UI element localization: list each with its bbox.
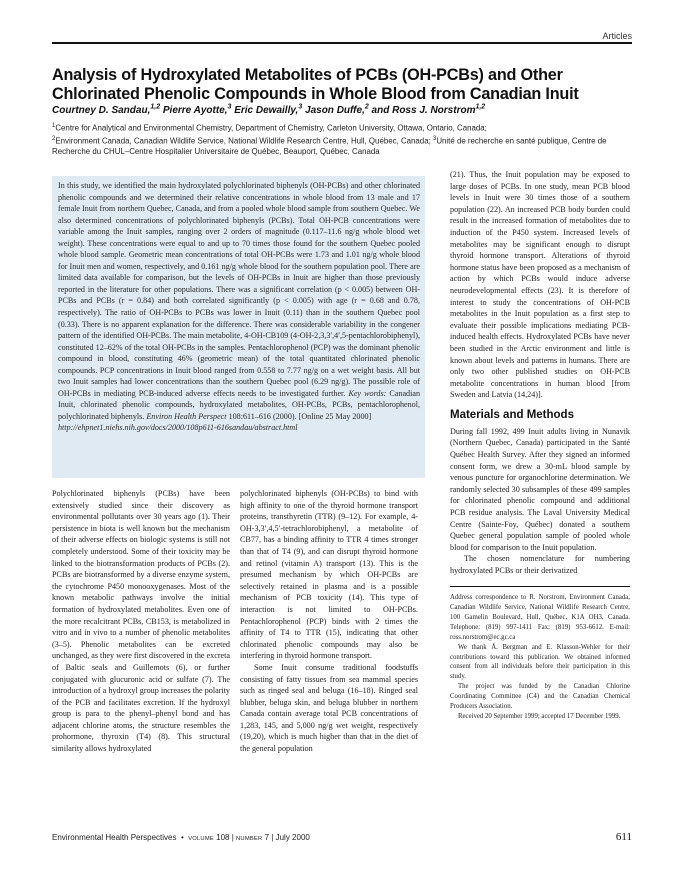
affiliation: Environment Canada, Canadian Wildlife Service, National Wildlife Research Centre, Hull, Québec, Canada;: [55, 136, 431, 146]
footnotes: [450, 593, 630, 722]
author: Courtney D. Sandau,$^{1,2}$: [52, 104, 161, 117]
body-column-right: [450, 169, 630, 722]
top-rule: [52, 42, 632, 44]
methods-paragraph: The chosen nomenclature for numbering hydroxylated PCBs or their derivatized: [450, 554, 630, 575]
keywords-label: Key words:: [348, 388, 387, 398]
page-footer: Environmental Health Perspectives • VOLUME 108 | NUMBER 7 | July 2000: [52, 833, 310, 842]
body-column-left: [52, 488, 230, 755]
footnote-thanks: We thank Å. Bergman and E. Klasson-Wehler for their contributions toward this publication. We obtained informed consent from all individuals before their participation in this study.: [450, 643, 630, 681]
affiliations: $^1$Centre for Analytical and Environmental Chemistry, Department of Chemistry, Carleton University, Ottawa, Ontario, Canada; $^2$Environment Canada, Canadian Wildlife Service, National Wildlife Research Centre, Hull, Québec, Canada; $^3$Unité de recherche en santé publique, Centre de Recherche du CHUL–Centre Hospitalier Universitaire de Québec, Beauport, Québec, Canada: [52, 123, 607, 157]
author: and Ross J. Norstrom$^{1,2}$: [371, 104, 486, 117]
journal-name: Environmental Health Perspectives: [52, 833, 177, 842]
abstract-box: [52, 176, 425, 478]
footnote-address: Address correspondence to R. Norstrom, Environment Canada, Canadian Wildlife Service, National Wildlife Research Centre, 100 Gamelin Boulevard, Hull, Québec, K1A OH3, Canada. Telephone: (819) 997-1411 Fax: (819) 953-6612. E-mail: ross.norstrom@ec.gc.ca: [450, 594, 630, 641]
section-label: Articles: [602, 31, 632, 41]
author: Pierre Ayotte,$^3$: [162, 104, 232, 117]
issue-number: 7: [264, 833, 270, 842]
intro-paragraph: polychlorinated biphenyls (OH-PCBs) to bind with high affinity to one of the thyroid hormone transport proteins, transthyretin (TTR) (9–12). For example, 4-OH-3,3′,4,5′-tetrachlorobiphenyl, a metabolite of CB77, has a binding affinity to TTR 4 times stronger than that of T4 (9), and can disrupt thyroid hormone and retinol (vitamin A) transport (13). This is the presumed mechanism by which OH-PCBs are selectively retained in plasma and is a possible mechanism of PCB toxicity (14). This type of interaction is not limited to OH-PCBs. Pentachlorophenol (PCP) binds with 2 times the affinity of T4 to TTR (15), indicating that other chlorinated phenolic compounds may also be interfering in thyroid hormone transport.: [240, 489, 418, 661]
citation-journal: Environ Health Perspect: [146, 411, 227, 421]
page-number: 611: [615, 831, 632, 843]
footnote-funding: The project was funded by the Canadian Chlorine Coordinating Committee (C4) and the Canadian Chemical Producers Association.: [450, 683, 630, 711]
bullet: •: [180, 833, 184, 842]
author-list: [52, 104, 632, 116]
issue-date: July 2000: [275, 833, 310, 842]
author: Eric Dewailly,$^3$: [234, 104, 303, 117]
body-column-middle: [240, 488, 418, 755]
affiliation: Centre for Analytical and Environmental Chemistry, Department of Chemistry, Carleton University, Ottawa, Ontario, Canada;: [55, 123, 487, 133]
article-title: Analysis of Hydroxylated Metabolites of PCBs (OH-PCBs) and Other Chlorinated Phenolic Compounds in Whole Blood from Canadian Inuit: [52, 66, 579, 103]
keywords: Canadian Inuit, chlorinated phenolic compounds, hydroxylated metabolites, OH-PCBs, PCBs, pentachlorophenol, polychlorinated biphenyls.: [58, 388, 420, 421]
author: Jason Duffe,$^2$: [305, 104, 369, 117]
abstract-url-link[interactable]: http://ehpnet1.niehs.nih.gov/docs/2000/108p611-616sandau/abstract.html: [58, 423, 298, 433]
citation: 108:611–616 (2000). [Online 25 May 2000]: [228, 411, 372, 421]
methods-paragraph: During fall 1992, 499 Inuit adults living in Nunavik (Northern Quebec, Canada) participated in the Santé Québec Health Survey. After they signed an informed consent form, we drew a 30-mL blood sample by venous puncture for organochlorine determination. We randomly selected 30 subsamples of these 499 samples for chlorinated phenolic compound and additional PCB residue analysis. The Laval University Medical Centre (Sainte-Foy, Québec) donated a southern Quebec general population sample of pooled whole blood for comparison to the Inuit population.: [450, 426, 630, 552]
section-heading-methods: Materials and Methods: [450, 408, 574, 421]
intro-paragraph: Polychlorinated biphenyls (PCBs) have been extensively studied since their discovery as environmental pollutants over 30 years ago (1). Their persistence in biota is well known but the mechanism of their adverse effects on biologic systems is still not completely understood. Some of their toxicity may be linked to the biotransformation products of PCBs (2). PCBs are biotransformed by a diverse enzyme system, the cytochrome P450 monooxygenases. Most of the known metabolic pathways involve the initial formation of hydroxylated metabolites. Even one of the more recalcitrant PCBs, CB153, is metabolized in vitro and in vivo to a number of phenolic metabolites (3–5). Phenolic metabolites can be excreted unchanged, as they were first discovered in the excreta of Baltic seals and Guillemots (6), or further conjugated with glucuronic acid or sulfate (7). The introduction of a hydroxyl group increases the polarity of the PCB and facilitates excretion. If the hydroxyl group is para to the phenyl–phenyl bond and has adjacent chlorine atoms, the structure resembles the prohormone, thyroxin (T4) (8). This structural similarity allows hydroxylated: [52, 489, 230, 754]
affiliation: Unité de recherche en santé publique, Centre de Recherche du CHUL–Centre Hospitalier Universitaire de Québec, Beauport, Québec, Canada: [52, 136, 607, 157]
intro-paragraph: Some Inuit consume traditional foodstuffs consisting of fatty tissues from sea mammal species such as ringed seal and beluga (16–18). Ringed seal blubber, beluga skin, and beluga blubber in northern Canada contain average total PCB concentrations of 1,283, 145, and 5,000 ng/g wet weight, respectively (19,20), which is much higher than that in the diet of the general population: [240, 662, 418, 754]
intro-paragraph: (21). Thus, the Inuit population may be exposed to large doses of PCBs. In one study, mean PCB blood levels in Inuit were 30 times those of a southern population (22). An increased PCB body burden could result in the increased formation of metabolites due to induction of the P450 system. Increased levels of metabolites may be significant enough to disrupt thyroid hormone transport. Alterations of thyroid hormone status have been proposed as a mechanism of action by which PCBs would induce adverse neurodevelopmental effects (23). It is therefore of interest to study the concentrations of OH-PCB metabolites in the Inuit population as a first step to evaluate their possible implications mediating PCB-induced health effects. Hydroxylated PCBs have never been studied in the Arctic environment and little is known about levels and patterns in humans. There are only two other published studies on OH-PCB metabolite concentrations in human blood [from Sweden and Latvia (14,24)].: [450, 170, 630, 400]
footnote-rule: [450, 586, 630, 588]
volume: 108: [216, 833, 230, 842]
abstract-text: In this study, we identified the main hydroxylated polychlorinated biphenyls (OH-PCBs) and other chlorinated phenolic compounds and we determined their relative concentrations in whole blood from 13 male and 17 female Inuit from northern Quebec, Canada, and from a pooled whole blood sample from southern Quebec. We also determined concentrations of polychlorinated biphenyls (PCBs). Total OH-PCB concentrations were variable among the Inuit samples, ranging over 2 orders of magnitude (0.117–11.6 ng/g whole blood wet weight). These concentrations were equal to and up to 70 times those found for the southern Quebec pooled whole blood sample. Geometric mean concentrations of total OH-PCBs were 1.73 and 1.01 ng/g whole blood for Inuit men and women, respectively, and 0.161 ng/g whole blood for the southern population pool. There are limited data available for comparison, but the levels of OH-PCBs in Inuit are higher than those previously reported in the literature for other populations. There was a significant correlation (p < 0.005) between OH-PCBs and PCBs (r = 0.84) and both correlated significantly (p < 0.005) with age (r = 0.68 and 0.78, respectively). The ratio of OH-PCBs to PCBs was lower in Inuit (0.11) than in the southern Quebec pool (0.33). There is no apparent explanation for the difference. There was considerable variability in the congener pattern of the identified OH-PCBs. The main metabolite, 4-OH-CB109 (4-OH-2,3,3′,4′,5-pentachlorobiphenyl), constituted 12–62% of the total OH-PCBs in the samples. Pentachlorophenol (PCP) was the dominant phenolic compound in blood, constituting 46% (geometric mean) of the total quantitated chlorinated phenolic compounds. PCP concentrations in Inuit blood ranged from 0.558 to 7.77 ng/g on a wet weight basis. All but two Inuit samples had lower concentrations than the southern Quebec pool (6.29 ng/g). The possible role of OH-PCBs in mediating PCB-induced adverse effects needs to be investigated further. Key words: Canadian Inuit, chlorinated phenolic compounds, hydroxylated metabolites, OH-PCBs, PCBs, pentachlorophenol, polychlorinated biphenyls. Environ Health Perspect 108:611–616 (2000). [Online 25 May 2000]: [58, 181, 420, 421]
footnote-received: Received 20 September 1999; accepted 17 December 1999.: [458, 712, 621, 720]
